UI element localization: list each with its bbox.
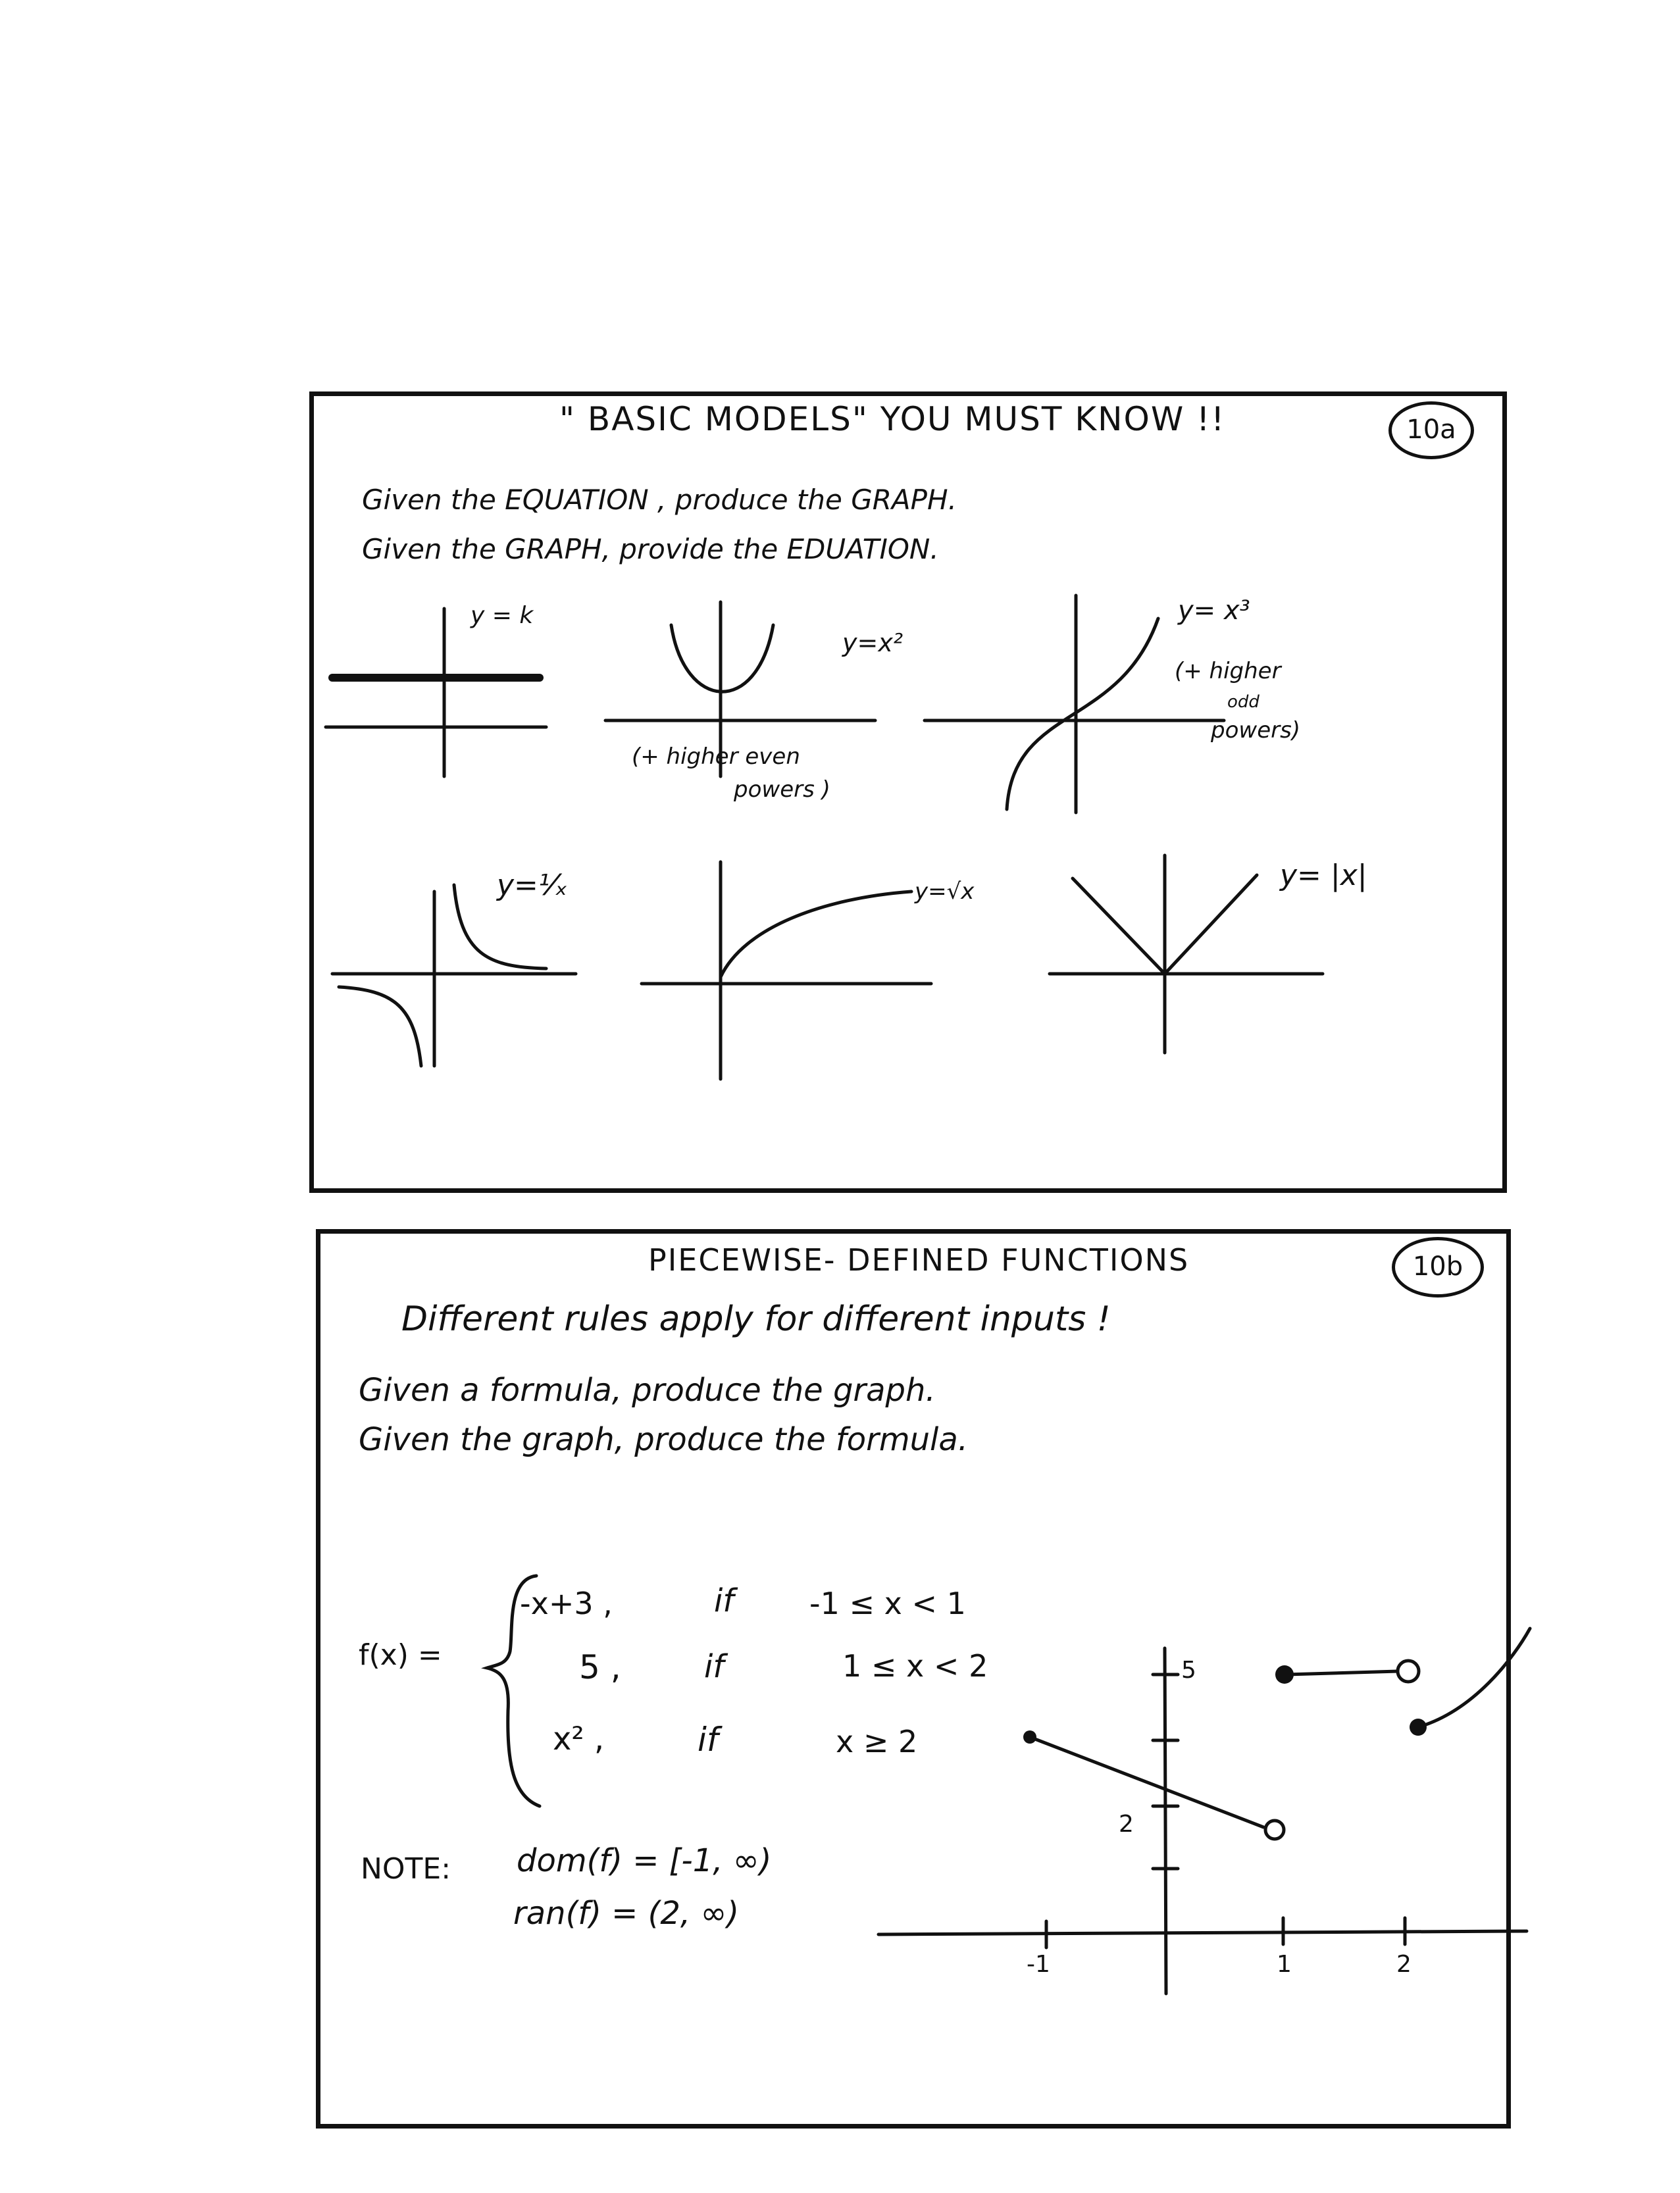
label-y-equals-sqrt-x: y=√x (915, 878, 975, 905)
case-1-expr: -x+3 , (520, 1586, 613, 1621)
function-name: f(x) = (359, 1638, 442, 1672)
label-y-equals-k: y = k (471, 602, 534, 629)
panel-b-subtitle: Different rules apply for different inputs ! (401, 1299, 1111, 1339)
label-cube-note-2: odd (1227, 692, 1260, 712)
domain-statement: dom(f) = [-1, ∞) (517, 1842, 772, 1879)
panel-a-title: " BASIC MODELS" YOU MUST KNOW !! (559, 400, 1226, 438)
open-point-2-5 (1398, 1661, 1419, 1682)
range-statement: ran(f) = (2, ∞) (513, 1895, 740, 1932)
case-2-if: if (704, 1648, 725, 1685)
closed-point-2-4 (1410, 1719, 1427, 1736)
case-1-if: if (714, 1582, 734, 1619)
y-axis (1165, 1648, 1166, 1994)
panel-b-instruction-2: Given the graph, produce the formula. (359, 1421, 969, 1458)
label-cube-note-1: (+ higher (1175, 658, 1281, 684)
closed-point-neg1-4 (1023, 1730, 1036, 1744)
segment-parabola (1418, 1628, 1530, 1727)
tick-label-x1: 1 (1277, 1951, 1292, 1978)
label-square-note-1: (+ higher even (632, 744, 800, 770)
label-cube-note-3: powers) (1211, 717, 1301, 744)
closed-point-1-5 (1275, 1665, 1294, 1684)
case-2-cond: 1 ≤ x < 2 (842, 1648, 988, 1684)
case-3-expr: x² , (553, 1721, 605, 1757)
panel-a-instruction-2: Given the GRAPH, provide the EDUATION. (362, 533, 939, 565)
case-2-expr: 5 , (579, 1648, 621, 1686)
label-y-equals-one-over-x: y=¹⁄ₓ (497, 869, 568, 902)
note-label: NOTE: (361, 1852, 451, 1886)
label-y-equals-abs-x: y= |x| (1280, 859, 1367, 892)
open-point-1-2 (1265, 1821, 1284, 1839)
tick-label-xneg1: -1 (1027, 1951, 1050, 1978)
x-axis (878, 1931, 1527, 1934)
panel-b-title: PIECEWISE- DEFINED FUNCTIONS (648, 1242, 1190, 1278)
case-3-cond: x ≥ 2 (836, 1724, 918, 1759)
panel-a-instruction-1: Given the EQUATION , produce the GRAPH. (362, 484, 957, 516)
label-square-note-2: powers ) (734, 776, 830, 803)
panel-b-badge: 10b (1392, 1237, 1484, 1298)
label-y-equals-x-cubed: y= x³ (1178, 595, 1250, 626)
panel-b-instruction-1: Given a formula, produce the graph. (359, 1372, 936, 1409)
segment-constant (1286, 1671, 1398, 1675)
label-y-equals-x-squared: y=x² (842, 628, 904, 657)
segment-linear (1030, 1737, 1263, 1827)
tick-label-x2: 2 (1396, 1951, 1412, 1978)
case-1-cond: -1 ≤ x < 1 (809, 1586, 966, 1621)
panel-a-badge: 10a (1388, 401, 1474, 459)
tick-label-y5: 5 (1181, 1657, 1196, 1684)
case-3-if: if (698, 1721, 719, 1759)
tick-label-y2: 2 (1119, 1811, 1134, 1838)
